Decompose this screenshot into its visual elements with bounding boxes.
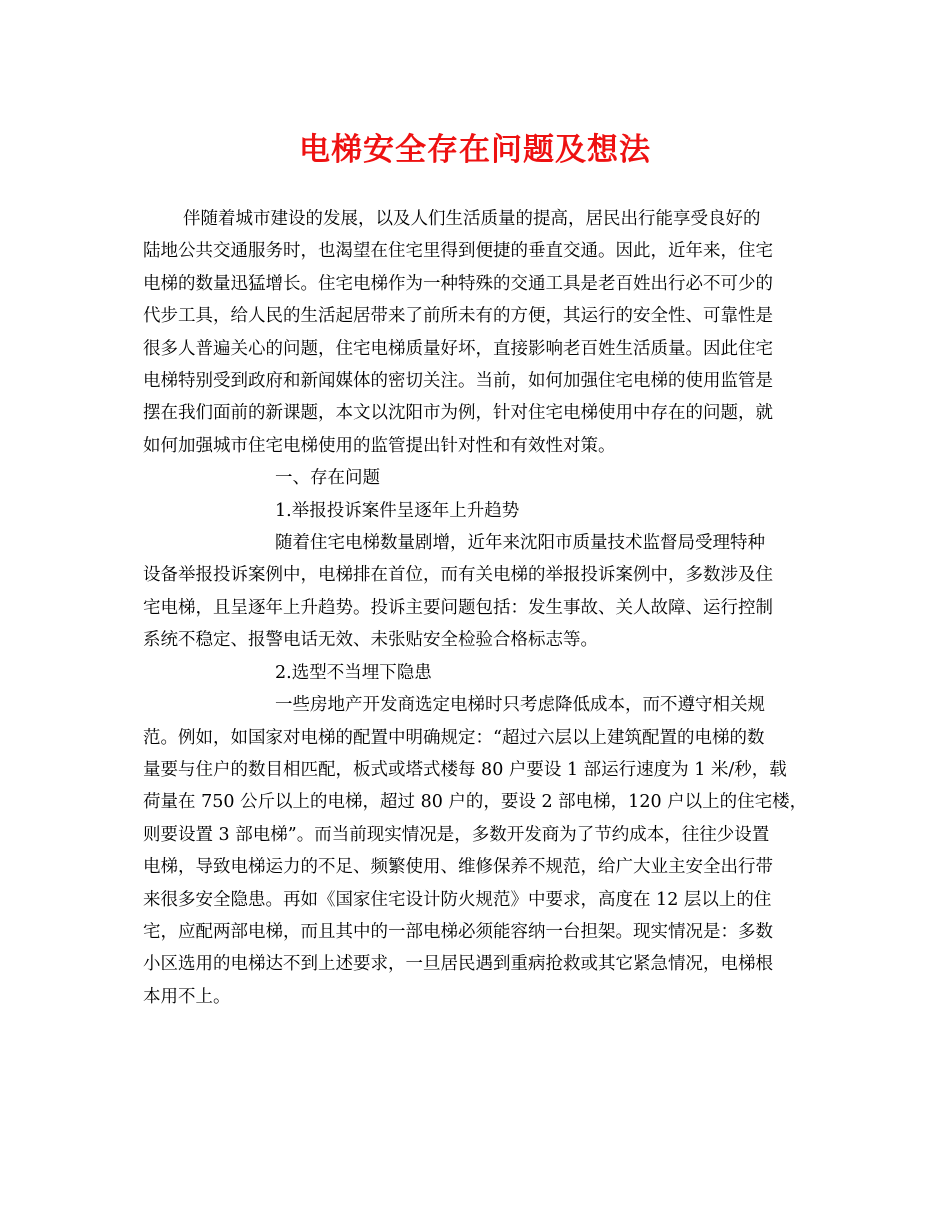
text-line: 很多人普遍关心的问题，住宅电梯质量好坏，直接影响老百姓生活质量。因此住宅: [143, 338, 773, 359]
section-heading-text: 一、存在问题: [275, 468, 380, 489]
text-line: 陆地公共交通服务时，也渴望在住宅里得到便捷的垂直交通。因此，近年来，住宅: [143, 241, 773, 262]
text-line: 一些房地产开发商选定电梯时只考虑降低成本，而不遵守相关规: [275, 695, 765, 716]
text-line: 随着住宅电梯数量剧增，近年来沈阳市质量技术监督局受理特种: [275, 533, 765, 554]
text-line: 宅，应配两部电梯，而且其中的一部电梯必须能容纳一台担架。现实情况是：多数: [143, 921, 773, 942]
text-line: 荷量在 750 公斤以上的电梯，超过 80 户的，要设 2 部电梯，120 户以上的住宅楼，: [143, 792, 808, 813]
text-line: 系统不稳定、报警电话无效、未张贴安全检验合格标志等。: [143, 630, 598, 651]
text-line: 量要与住户的数目相匹配，板式或塔式楼每 80 户要设 1 部运行速度为 1 米/秒，载: [143, 759, 787, 780]
text-line: 则要设置 3 部电梯”。而当前现实情况是，多数开发商为了节约成本，往往少设置: [143, 824, 770, 845]
text-line: 如何加强城市住宅电梯使用的监管提出针对性和有效性对策。: [143, 435, 616, 456]
intro-paragraph: [143, 203, 810, 462]
text-line: 摆在我们面前的新课题，本文以沈阳市为例，针对住宅电梯使用中存在的问题，就: [143, 403, 773, 424]
text-line: 小区选用的电梯达不到上述要求，一旦居民遇到重病抢救或其它紧急情况，电梯根: [143, 954, 773, 975]
subsection-heading-2: [143, 657, 810, 689]
text-line: 代步工具，给人民的生活起居带来了前所未有的方便，其运行的安全性、可靠性是: [143, 306, 773, 327]
text-line: 范。例如，如国家对电梯的配置中明确规定：“超过六层以上建筑配置的电梯的数: [143, 727, 765, 748]
text-line: 本用不上。: [143, 986, 231, 1007]
document-title: 电梯安全存在问题及想法: [299, 132, 651, 168]
text-line: 宅电梯，且呈逐年上升趋势。投诉主要问题包括：发生事故、关人故障、运行控制: [143, 597, 773, 618]
subsection-heading-text: 1.举报投诉案件呈逐年上升趋势: [275, 500, 520, 521]
text-line: 设备举报投诉案例中，电梯排在首位，而有关电梯的举报投诉案例中，多数涉及住: [143, 565, 773, 586]
text-line: 来很多安全隐患。再如《国家住宅设计防火规范》中要求，高度在 12 层以上的住: [143, 889, 772, 910]
section-heading: [143, 462, 810, 494]
text-line: 电梯特别受到政府和新闻媒体的密切关注。当前，如何加强住宅电梯的使用监管是: [143, 371, 773, 392]
subsection-heading-text: 2.选型不当埋下隐患: [275, 662, 432, 683]
subsection-heading-1: [143, 495, 810, 527]
text-line: 电梯，导致电梯运力的不足、频繁使用、维修保养不规范，给广大业主安全出行带: [143, 857, 773, 878]
document-body: [143, 203, 810, 1013]
text-line: 电梯的数量迅猛增长。住宅电梯作为一种特殊的交通工具是老百姓出行必不可少的: [143, 273, 773, 294]
subsection-2-paragraph: [143, 689, 810, 1013]
subsection-1-paragraph: [143, 527, 810, 657]
text-line: 伴随着城市建设的发展，以及人们生活质量的提高，居民出行能享受良好的: [183, 209, 761, 229]
